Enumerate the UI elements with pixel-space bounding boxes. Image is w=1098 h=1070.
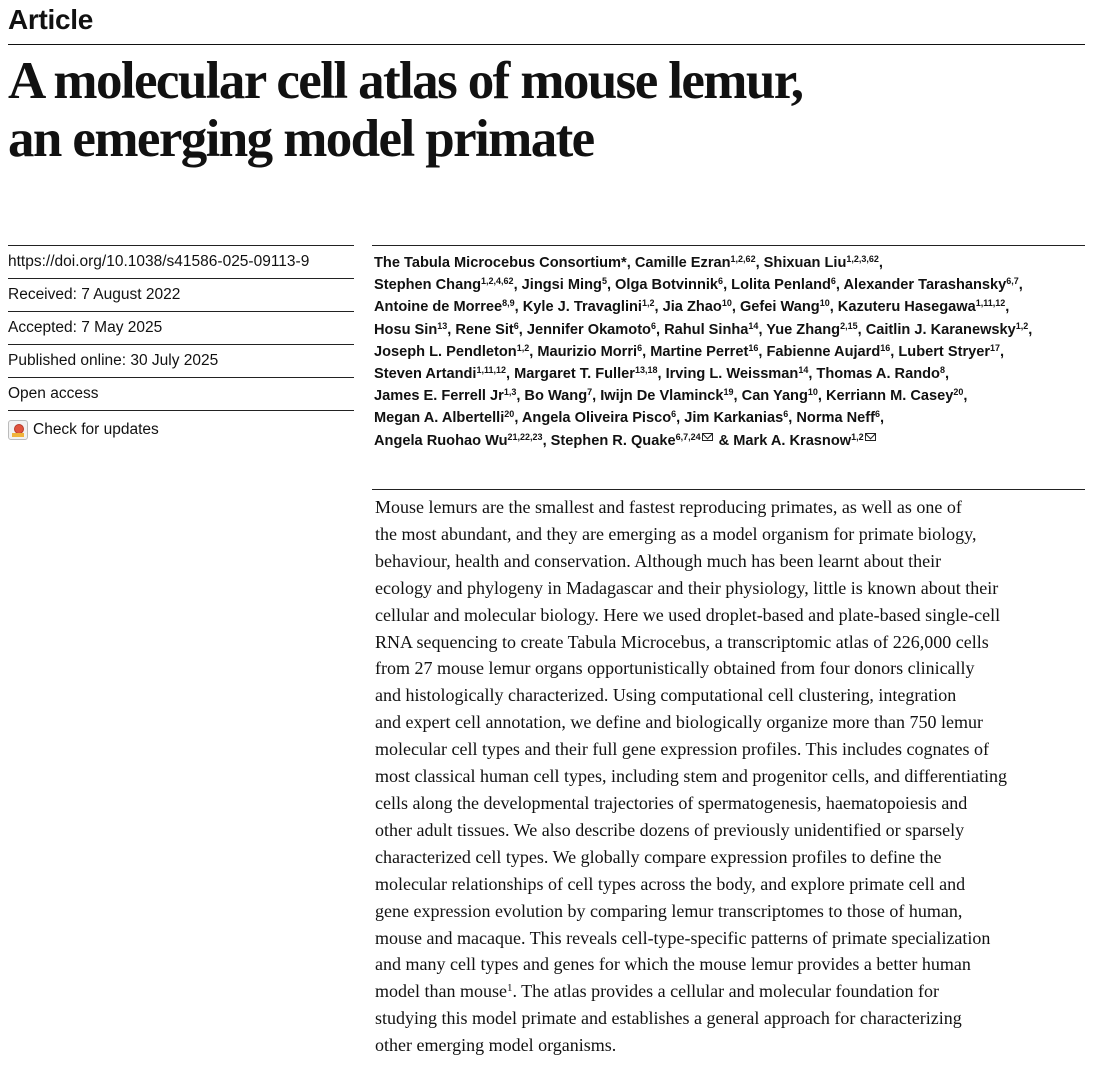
text-segment: and many cell types and genes for which the mouse lemur provides a better human bbox=[375, 954, 971, 975]
affiliation-superscript[interactable]: 7 bbox=[587, 387, 593, 398]
affiliation-superscript[interactable]: 1,2 bbox=[1015, 320, 1029, 331]
text-segment: and histologically characterized. Using computational cell clustering, integration bbox=[375, 685, 957, 706]
abstract-line bbox=[375, 548, 1095, 575]
text-segment: , Olga Botvinnik bbox=[606, 277, 719, 294]
affiliation-superscript[interactable]: 8,9 bbox=[502, 298, 515, 309]
text-segment: , bbox=[878, 255, 883, 271]
affiliation-superscript[interactable]: 16 bbox=[748, 342, 759, 353]
abstract bbox=[375, 494, 1095, 1059]
text-segment: cellular and molecular biology. Here we used droplet-based and plate-based single-cell bbox=[375, 604, 1001, 625]
article-metadata bbox=[8, 245, 354, 443]
affiliation-superscript[interactable]: 1,2 bbox=[851, 431, 864, 442]
abstract-rule bbox=[372, 489, 1085, 490]
text-segment: , Can Yang bbox=[733, 388, 808, 405]
affiliation-superscript[interactable]: 1,11,12 bbox=[476, 365, 506, 376]
affiliation-superscript[interactable]: 1,11,12 bbox=[975, 298, 1006, 309]
text-segment: , Fabienne Aujard bbox=[758, 343, 881, 360]
affiliation-superscript[interactable]: 6 bbox=[671, 409, 677, 420]
text-segment: , Norma Neff bbox=[788, 410, 876, 427]
author-line bbox=[374, 363, 1089, 385]
text-segment: , Kazuteru Hasegawa bbox=[829, 299, 976, 316]
text-segment: and expert cell annotation, we define and biologically organize more than 750 lemur bbox=[375, 712, 983, 733]
text-segment: , Shixuan Liu bbox=[755, 255, 847, 271]
article-title bbox=[8, 52, 1088, 168]
crossmark-icon bbox=[8, 420, 28, 440]
text-segment: most classical human cell types, including stem and progenitor cells, and differentiating bbox=[375, 766, 1008, 787]
text-segment: , Irving L. Weissman bbox=[657, 366, 799, 383]
text-segment: other emerging model organisms. bbox=[375, 1035, 617, 1056]
text-segment: model than mouse bbox=[375, 981, 507, 1002]
text-segment: James E. Ferrell Jr bbox=[374, 388, 504, 405]
text-segment: behaviour, health and conservation. Although much has been learnt about their bbox=[375, 550, 942, 571]
affiliation-superscript[interactable]: 6,7 bbox=[1006, 276, 1019, 287]
affiliation-superscript[interactable]: 10 bbox=[807, 387, 818, 398]
abstract-line bbox=[375, 871, 1095, 898]
text-segment: Joseph L. Pendleton bbox=[374, 343, 517, 360]
text-segment: studying this model primate and establishes a general approach for characterizing bbox=[375, 1008, 962, 1029]
text-segment: gene expression evolution by comparing lemur transcriptomes to those of human, bbox=[375, 900, 963, 921]
text-segment: , Gefei Wang bbox=[731, 299, 820, 316]
affiliation-superscript[interactable]: 1,2 bbox=[642, 298, 655, 309]
affiliation-superscript[interactable]: 13,18 bbox=[634, 365, 658, 376]
text-segment: , Lolita Penland bbox=[723, 277, 831, 294]
published-date: Published online: 30 July 2025 bbox=[8, 344, 354, 377]
abstract-line bbox=[375, 925, 1095, 952]
abstract-line bbox=[375, 602, 1095, 629]
text-segment: , Caitlin J. Karanewsky bbox=[857, 321, 1016, 338]
text-segment: the most abundant, and they are emerging as a model organism for primate biology, bbox=[375, 523, 977, 544]
text-segment: , Jim Karkanias bbox=[676, 410, 784, 427]
title-line-1: A molecular cell atlas of mouse lemur, bbox=[8, 52, 803, 110]
abstract-line bbox=[375, 709, 1095, 736]
text-segment: from 27 mouse lemur organs opportunistically obtained from four donors clinically bbox=[375, 658, 975, 679]
author-list bbox=[374, 252, 1089, 452]
text-segment: & Mark A. Krasnow bbox=[714, 432, 852, 449]
text-segment: , Alexander Tarashansky bbox=[835, 277, 1007, 294]
text-segment: Hosu Sin bbox=[374, 321, 438, 338]
header-rule bbox=[8, 44, 1085, 45]
text-segment: , Stephen R. Quake bbox=[542, 432, 676, 449]
text-segment: mouse and macaque. This reveals cell-type-specific patterns of primate specialization bbox=[375, 927, 991, 948]
text-segment: , Angela Oliveira Pisco bbox=[514, 410, 672, 427]
affiliation-superscript[interactable]: 20 bbox=[504, 409, 515, 420]
affiliation-superscript[interactable]: 6 bbox=[783, 409, 789, 420]
text-segment: Mouse lemurs are the smallest and fastest reproducing primates, as well as one of bbox=[375, 497, 962, 517]
affiliation-superscript[interactable]: 13 bbox=[437, 320, 448, 331]
text-segment: , Bo Wang bbox=[516, 388, 588, 405]
abstract-line bbox=[375, 951, 1095, 978]
affiliation-superscript[interactable]: 1,2,62 bbox=[730, 254, 756, 264]
author-line bbox=[374, 430, 1089, 452]
affiliation-superscript[interactable]: 6 bbox=[830, 276, 836, 287]
affiliation-superscript[interactable]: 1 bbox=[506, 982, 513, 995]
affiliation-superscript[interactable]: 6 bbox=[718, 276, 724, 287]
text-segment: , bbox=[880, 410, 885, 427]
check-for-updates-button[interactable] bbox=[8, 410, 354, 443]
abstract-line bbox=[375, 844, 1095, 871]
text-segment: , Margaret T. Fuller bbox=[505, 366, 635, 383]
affiliation-superscript[interactable]: 14 bbox=[748, 320, 759, 331]
author-line bbox=[374, 296, 1089, 318]
check-for-updates-label: Check for updates bbox=[33, 420, 159, 438]
author-line bbox=[374, 407, 1089, 429]
text-segment: Stephen Chang bbox=[374, 277, 482, 294]
affiliation-superscript[interactable]: 1,2,3,62 bbox=[846, 254, 879, 264]
abstract-line bbox=[375, 978, 1095, 1005]
affiliation-superscript[interactable]: 2,15 bbox=[840, 320, 858, 331]
abstract-line bbox=[375, 494, 1095, 521]
text-segment: molecular relationships of cell types across the body, and explore primate cell and bbox=[375, 873, 966, 894]
text-segment: , bbox=[1000, 343, 1005, 360]
text-segment: Antoine de Morree bbox=[374, 299, 503, 316]
abstract-line bbox=[375, 521, 1095, 548]
email-icon[interactable] bbox=[702, 433, 713, 441]
author-line bbox=[374, 274, 1089, 296]
text-segment: , Jennifer Okamoto bbox=[518, 321, 651, 338]
text-segment: , bbox=[944, 366, 950, 383]
text-segment: , Thomas A. Rando bbox=[808, 366, 940, 383]
text-segment: , bbox=[963, 388, 968, 405]
text-segment: , bbox=[1018, 277, 1023, 294]
text-segment: , Iwijn De Vlaminck bbox=[592, 388, 724, 405]
text-segment: , Jia Zhao bbox=[654, 299, 722, 316]
abstract-line bbox=[375, 1005, 1095, 1032]
text-segment: , Kyle J. Travaglini bbox=[514, 299, 642, 316]
abstract-line bbox=[375, 763, 1095, 790]
text-segment: Megan A. Albertelli bbox=[374, 410, 505, 427]
affiliation-superscript[interactable]: 6 bbox=[513, 320, 519, 331]
authors-rule bbox=[372, 245, 1085, 246]
article-type-label: Article bbox=[8, 4, 94, 35]
abstract-line bbox=[375, 1032, 1095, 1059]
text-segment: molecular cell types and their full gene expression profiles. This includes cognates of bbox=[375, 739, 989, 760]
abstract-line bbox=[375, 790, 1095, 817]
text-segment: , Rene Sit bbox=[447, 321, 514, 338]
author-line bbox=[374, 252, 1089, 274]
text-segment: , Kerriann M. Casey bbox=[817, 388, 954, 405]
affiliation-superscript[interactable]: 6,7,24 bbox=[675, 431, 701, 442]
abstract-line bbox=[375, 575, 1095, 602]
affiliation-superscript[interactable]: 17 bbox=[990, 342, 1001, 353]
doi-link[interactable]: https://doi.org/10.1038/s41586-025-09113-9 bbox=[8, 245, 354, 278]
affiliation-superscript[interactable]: 19 bbox=[723, 387, 734, 398]
received-date: Received: 7 August 2022 bbox=[8, 278, 354, 311]
text-segment: Angela Ruohao Wu bbox=[374, 432, 508, 449]
author-line bbox=[374, 319, 1089, 341]
author-line bbox=[374, 385, 1089, 407]
email-icon[interactable] bbox=[865, 433, 876, 441]
text-segment: , Yue Zhang bbox=[758, 321, 841, 338]
abstract-line bbox=[375, 736, 1095, 763]
text-segment: , Lubert Stryer bbox=[890, 343, 991, 360]
affiliation-superscript[interactable]: 1,2,4,62 bbox=[481, 276, 514, 287]
affiliation-superscript[interactable]: 6 bbox=[875, 409, 881, 420]
text-segment: The Tabula Microcebus Consortium*, Camille Ezran bbox=[374, 255, 731, 271]
affiliation-superscript[interactable]: 21,22,23 bbox=[507, 431, 543, 442]
text-segment: , Martine Perret bbox=[642, 343, 749, 360]
affiliation-superscript[interactable]: 10 bbox=[819, 298, 830, 309]
affiliation-superscript[interactable]: 5 bbox=[601, 276, 607, 287]
text-segment: ecology and phylogeny in Madagascar and their physiology, little is known about their bbox=[375, 577, 999, 598]
text-segment: RNA sequencing to create Tabula Microcebus, a transcriptomic atlas of 226,000 cells bbox=[375, 631, 989, 652]
title-line-2: an emerging model primate bbox=[8, 110, 594, 168]
text-segment: , bbox=[1028, 321, 1033, 338]
author-line bbox=[374, 341, 1089, 363]
open-access-label: Open access bbox=[8, 377, 354, 410]
abstract-line bbox=[375, 655, 1095, 682]
text-segment: cells along the developmental trajectories of spermatogenesis, haematopoiesis and bbox=[375, 792, 968, 813]
affiliation-superscript[interactable]: 16 bbox=[880, 342, 891, 353]
text-segment: Steven Artandi bbox=[374, 366, 477, 383]
text-segment: , Rahul Sinha bbox=[655, 321, 749, 338]
abstract-line bbox=[375, 817, 1095, 844]
affiliation-superscript[interactable]: 14 bbox=[798, 365, 809, 376]
affiliation-superscript[interactable]: 1,2 bbox=[516, 342, 530, 353]
accepted-date: Accepted: 7 May 2025 bbox=[8, 311, 354, 344]
text-segment: other adult tissues. We also describe dozens of previously unidentified or sparsely bbox=[375, 819, 965, 840]
text-segment: . The atlas provides a cellular and molecular foundation for bbox=[512, 981, 939, 1002]
text-segment: , Maurizio Morri bbox=[529, 343, 638, 360]
affiliation-superscript[interactable]: 1,3 bbox=[503, 387, 517, 398]
affiliation-superscript[interactable]: 6 bbox=[637, 342, 643, 353]
affiliation-superscript[interactable]: 6 bbox=[650, 320, 656, 331]
abstract-line bbox=[375, 629, 1095, 656]
abstract-line bbox=[375, 682, 1095, 709]
affiliation-superscript[interactable]: 10 bbox=[721, 298, 732, 309]
affiliation-superscript[interactable]: 20 bbox=[953, 387, 964, 398]
abstract-line bbox=[375, 898, 1095, 925]
affiliation-superscript[interactable]: 8 bbox=[939, 365, 945, 376]
text-segment: , bbox=[1005, 299, 1010, 316]
text-segment: characterized cell types. We globally compare expression profiles to define the bbox=[375, 846, 942, 867]
text-segment: , Jingsi Ming bbox=[513, 277, 602, 294]
